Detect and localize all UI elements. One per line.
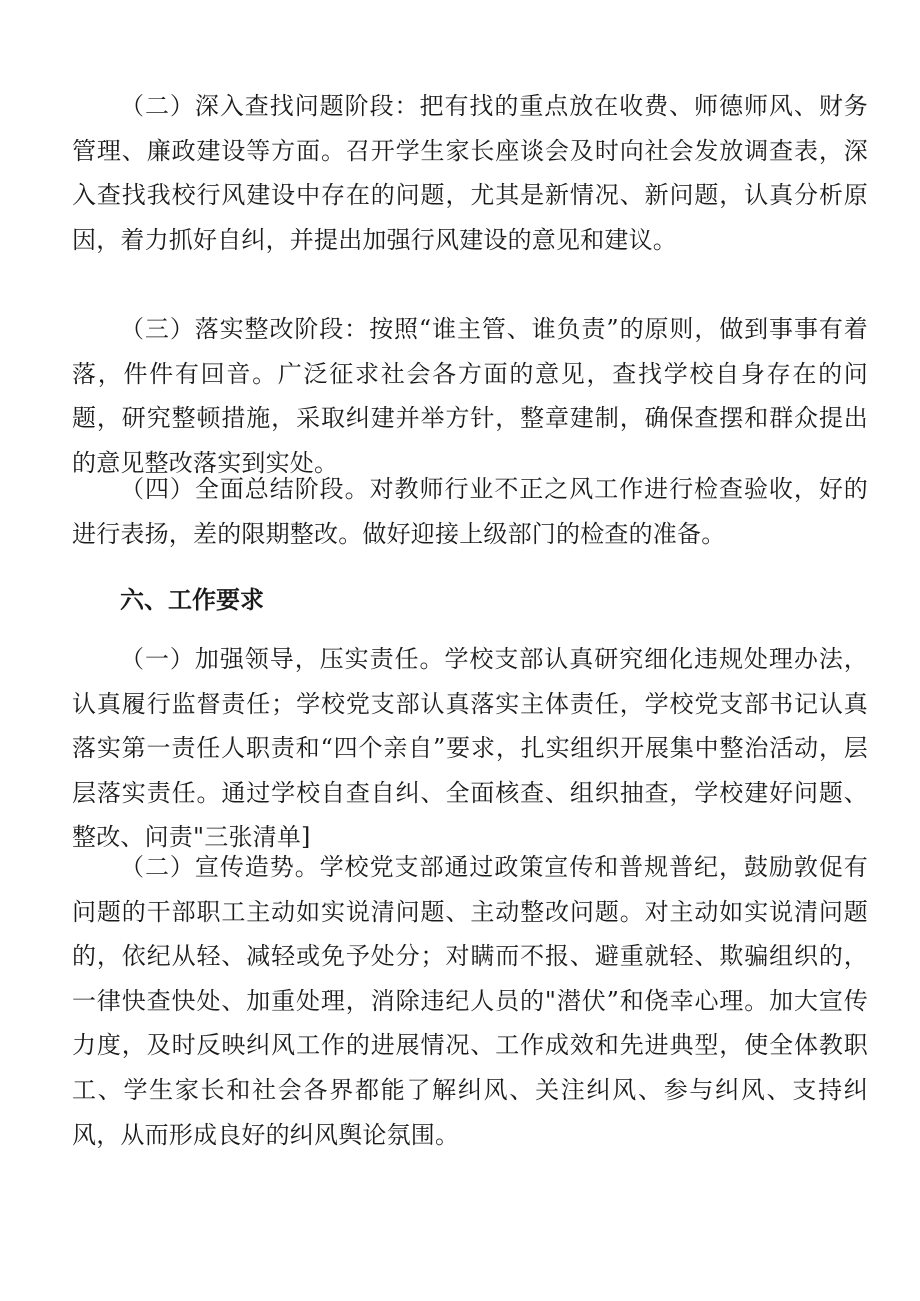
section-heading-work-requirements: 六、工作要求: [120, 586, 264, 614]
paragraph-stage-rectification: （三）落实整改阶段：按照“谁主管、谁负责”的原则，做到事事有着落，件件有回音。广泛征求社会各方面的意见，查找学校自身存在的问题，研究整顿措施，采取纠建并举方针，整章建制，确保查摆和群众提出的意见整改落实到实处。: [72, 315, 868, 477]
paragraph-stage-summary: （四）全面总结阶段。对教师行业不正之风工作进行检查验收，好的进行表扬，差的限期整改。做好迎接上级部门的检查的准备。: [72, 475, 868, 548]
paragraph-publicity: （二）宣传造势。学校党支部通过政策宣传和普规普纪，鼓励敦促有问题的干部职工主动如实说清问题、主动整改问题。对主动如实说清问题的，依纪从轻、减轻或免予处分；对瞒而不报、避重就轻、欺骗组织的，一律快查快处、加重处理，消除违纪人员的"潜伏”和侥幸心理。加大宣传力度，及时反映纠风工作的进展情况、工作成效和先进典型，使全体教职工、学生家长和社会各界都能了解纠风、关注纠风、参与纠风、支持纠风，从而形成良好的纠风舆论氛围。: [72, 853, 868, 1149]
paragraph-strengthen-leadership: （一）加强领导，压实责任。学校支部认真研究细化违规处理办法，认真履行监督责任；学校党支部认真落实主体责任，学校党支部书记认真落实第一责任人职责和“四个亲自”要求，扎实组织开展集中整治活动，层层落实责任。通过学校自查自纠、全面核查、组织抽查，学校建好问题、整改、问责"三张清单]: [72, 645, 868, 852]
paragraph-stage-investigation: （二）深入查找问题阶段：把有找的重点放在收费、师德师风、财务管理、廉政建设等方面。召开学生家长座谈会及时向社会发放调查表，深入查找我校行风建设中存在的问题，尤其是新情况、新问题，认真分析原因，着力抓好自纠，并提出加强行风建设的意见和建议。: [72, 92, 868, 254]
